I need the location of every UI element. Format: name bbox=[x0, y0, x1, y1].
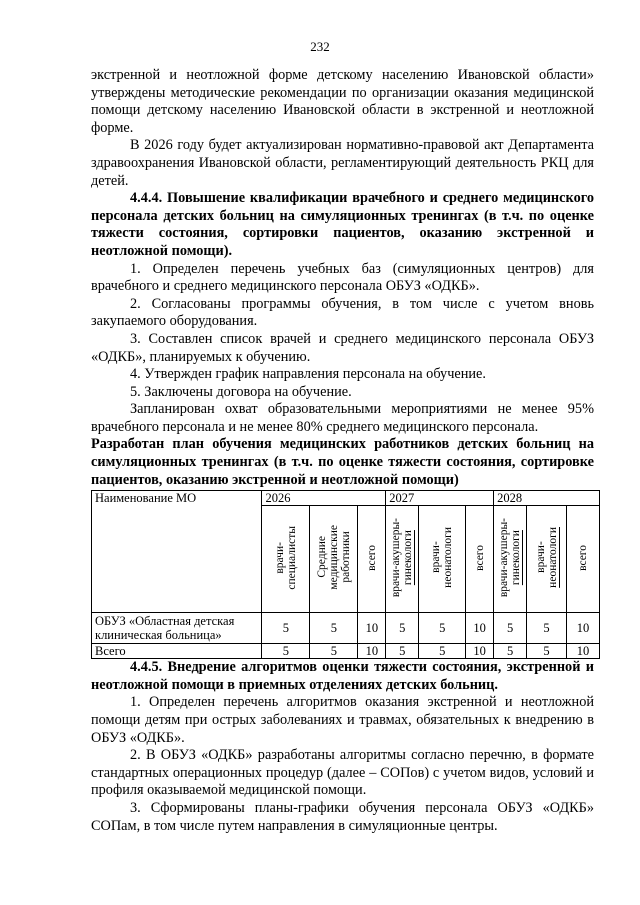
table-cell: 5 bbox=[262, 644, 310, 659]
table-cell: 5 bbox=[494, 613, 527, 644]
table-cell: 10 bbox=[567, 613, 600, 644]
column-header: врачи-акушеры- гинекологи bbox=[494, 506, 527, 613]
column-header: врачи- специалисты bbox=[262, 506, 310, 613]
year-header: 2028 bbox=[494, 491, 600, 506]
training-plan-table bbox=[91, 490, 600, 659]
section-4-4-4-heading bbox=[91, 190, 594, 260]
column-header: всего bbox=[358, 506, 386, 613]
list-item: 2. В ОБУЗ «ОДКБ» разработаны алгоритмы согласно перечню, в формате стандартных операционных процедур (далее – СОПов) с учетом видов, условий и профиля оказываемой медицинской помощи. bbox=[91, 747, 594, 799]
row-name: Всего bbox=[92, 644, 262, 659]
section-number: 4.4.5. bbox=[130, 659, 163, 676]
page-number: 232 bbox=[310, 39, 330, 54]
table-cell: 5 bbox=[386, 644, 419, 659]
table-cell: 5 bbox=[527, 613, 567, 644]
list-item: 4. Утвержден график направления персонала на обучение. bbox=[130, 366, 486, 383]
paragraph-continuation: экстренной и неотложной форме детскому населению Ивановской области» утверждены методические рекомендации по организации оказания медицинской помощи детскому населению Ивановской области в экстренной и неотложной форме. bbox=[91, 67, 594, 136]
list-item: 2. Согласованы программы обучения, в том числе с учетом вновь закупаемого оборудования. bbox=[91, 295, 594, 330]
paragraph-normative-act: В 2026 году будет актуализирован нормативно-правовой акт Департамента здравоохранения Ивановской области, регламентирующий деятельность РКЦ для детей. bbox=[91, 137, 594, 189]
column-header: всего bbox=[567, 506, 600, 613]
column-header: всего bbox=[466, 506, 494, 613]
column-header: врачи- неонатологи bbox=[419, 506, 466, 613]
row-name: ОБУЗ «Областная детская клиническая больница» bbox=[92, 613, 262, 644]
table-cell: 5 bbox=[310, 613, 358, 644]
table-cell: 5 bbox=[527, 644, 567, 659]
year-header: 2027 bbox=[386, 491, 494, 506]
column-header: врачи-акушеры- гинекологи bbox=[386, 506, 419, 613]
table-cell: 5 bbox=[419, 644, 466, 659]
training-plan-heading: Разработан план обучения медицинских работников детских больниц на симуляционных тренингах (в т.ч. по оценке тяжести состояния, сортировке пациентов, оказанию экстренной и неотложной помощи) bbox=[91, 436, 594, 488]
section-number: 4.4.4. bbox=[130, 190, 163, 207]
section-title: Внедрение алгоритмов оценки тяжести состояния, экстренной и неотложной помощи в приемных отделениях детских больниц. bbox=[91, 659, 595, 693]
column-header: врачи- неонатологи bbox=[527, 506, 567, 613]
list-item: 5. Заключены договора на обучение. bbox=[130, 383, 352, 400]
list-item: 3. Сформированы планы-графики обучения персонала ОБУЗ «ОДКБ» СОПам, в том числе путем направления в симуляционные центры. bbox=[91, 800, 594, 834]
table-header-row bbox=[92, 491, 600, 506]
table-cell: 5 bbox=[386, 613, 419, 644]
table-row bbox=[92, 613, 600, 644]
table-cell: 5 bbox=[494, 644, 527, 659]
column-header: Средние медицинские работники bbox=[310, 506, 358, 613]
table-cell: 5 bbox=[310, 644, 358, 659]
list-item: 1. Определен перечень алгоритмов оказания экстренной и неотложной помощи детям при острых заболеваниях и травмах, обязательных к внедрению в ОБУЗ «ОДКБ». bbox=[91, 694, 594, 746]
year-header: 2026 bbox=[262, 491, 386, 506]
table-row-total bbox=[92, 644, 600, 659]
coverage-paragraph: Запланирован охват образовательными мероприятиями не менее 95% врачебного персонала и не менее 80% среднего медицинского персонала. bbox=[91, 401, 594, 435]
list-item: 1. Определен перечень учебных баз (симуляционных центров) для врачебного и среднего медицинского персонала ОБУЗ «ОДКБ». bbox=[91, 260, 594, 295]
table-cell: 5 bbox=[419, 613, 466, 644]
table-cell: 10 bbox=[466, 613, 494, 644]
page-content bbox=[91, 67, 594, 835]
name-header: Наименование МО bbox=[92, 491, 262, 613]
list-item: 3. Составлен список врачей и среднего медицинского персонала ОБУЗ «ОДКБ», планируемых к обучению. bbox=[91, 330, 594, 365]
table-cell: 10 bbox=[358, 644, 386, 659]
table-cell: 10 bbox=[466, 644, 494, 659]
table-cell: 10 bbox=[358, 613, 386, 644]
section-4-4-5-heading bbox=[91, 659, 594, 694]
table-cell: 10 bbox=[567, 644, 600, 659]
section-title: Повышение квалификации врачебного и среднего медицинского персонала детских больниц на симуляционных тренингах (в т.ч. по оценке тяжести состояния, сортировки пациентов, оказанию экстренной и неотложной помощи). bbox=[91, 190, 595, 259]
table-cell: 5 bbox=[262, 613, 310, 644]
